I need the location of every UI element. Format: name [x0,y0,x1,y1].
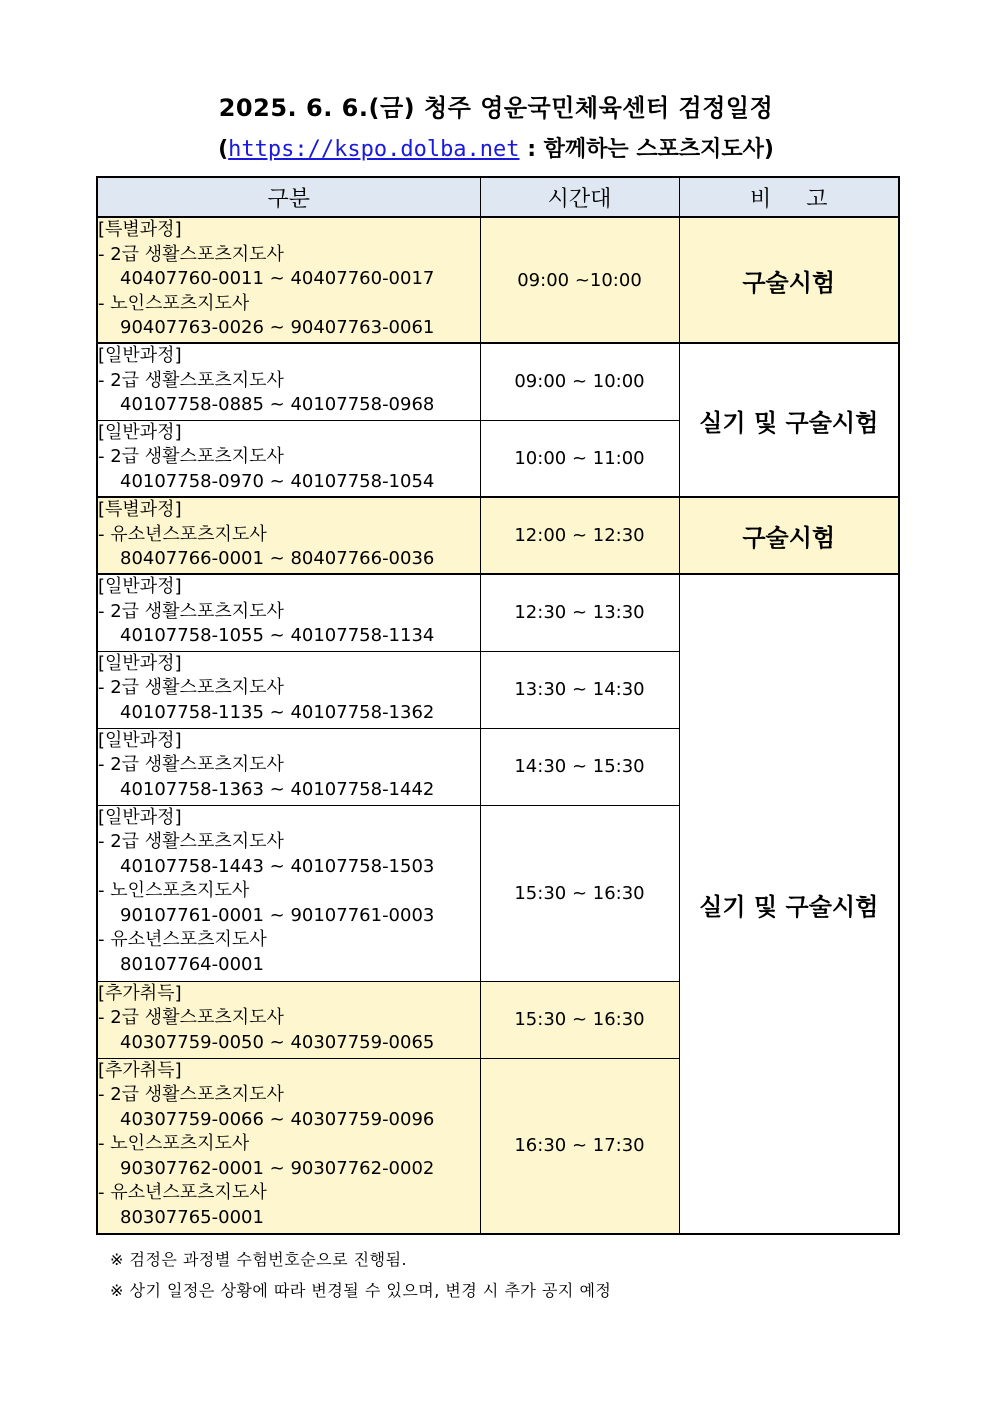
qualification-label: - 2급 생활스포츠지도사 [98,831,284,853]
exam-number-range: 40407760-0011 ~ 40407760-0017 [120,268,435,290]
qualification-label: - 2급 생활스포츠지도사 [98,600,284,622]
qualification-label: - 유소년스포츠지도사 [98,523,267,545]
exam-number-range: 80307765-0001 [120,1207,264,1229]
time-cell: 09:00 ~10:00 [480,217,679,343]
footnote-2: ※ 상기 일정은 상황에 따라 변경될 수 있으며, 변경 시 추가 공지 예정 [110,1281,612,1300]
qualification-label: - 2급 생활스포츠지도사 [98,369,284,391]
course-type-label: [특별과정] [98,219,182,240]
time-cell: 10:00 ~ 11:00 [480,420,679,497]
course-type-label: [일반과정] [98,806,182,828]
subtitle-rest: : 함께하는 스포츠지도사) [519,137,774,162]
exam-number-range: 40107758-1135 ~ 40107758-1362 [120,701,435,723]
course-type-label: [일반과정] [98,652,182,674]
course-type-label: [일반과정] [98,729,182,751]
qualification-label: - 2급 생활스포츠지도사 [98,1084,284,1106]
time-cell: 14:30 ~ 15:30 [480,728,679,805]
category-cell [97,981,480,1058]
course-type-label: [특별과정] [98,499,182,520]
header-category: 구분 [97,177,480,217]
category-cell [97,497,480,574]
course-type-label: [일반과정] [98,345,182,366]
table-row [97,574,899,651]
header-note: 비 고 [679,177,899,217]
qualification-label: - 노인스포츠지도사 [98,292,250,314]
header-time: 시간대 [480,177,679,217]
qualification-label: - 2급 생활스포츠지도사 [98,1007,284,1029]
exam-number-range: 40107758-1055 ~ 40107758-1134 [120,625,435,647]
table-row [97,343,899,420]
category-cell [97,728,480,805]
table-row [97,497,899,574]
schedule-table [96,176,900,1235]
qualification-label: - 유소년스포츠지도사 [98,1182,267,1204]
category-cell [97,420,480,497]
exam-number-range: 90107761-0001 ~ 90107761-0003 [120,904,435,926]
category-cell [97,805,480,981]
note-cell: 구술시험 [679,497,899,574]
time-cell: 15:30 ~ 16:30 [480,805,679,981]
time-cell: 12:00 ~ 12:30 [480,497,679,574]
course-type-label: [일반과정] [98,576,182,597]
exam-number-range: 90407763-0026 ~ 90407763-0061 [120,317,435,339]
note-cell: 실기 및 구술시험 [679,343,899,497]
qualification-label: - 노인스포츠지도사 [98,1133,250,1155]
page-subtitle [0,132,992,163]
exam-number-range: 40107758-1363 ~ 40107758-1442 [120,778,435,800]
exam-number-range: 80407766-0001 ~ 80407766-0036 [120,548,435,570]
qualification-label: - 2급 생활스포츠지도사 [98,754,284,776]
table-row [97,217,899,343]
table-header-row [97,177,899,217]
course-type-label: [일반과정] [98,421,182,443]
exam-number-range: 80107764-0001 [120,954,264,976]
exam-number-range: 40307759-0050 ~ 40307759-0065 [120,1031,435,1053]
category-cell [97,574,480,651]
time-cell: 09:00 ~ 10:00 [480,343,679,420]
exam-number-range: 40307759-0066 ~ 40307759-0096 [120,1108,435,1130]
exam-number-range: 40107758-0885 ~ 40107758-0968 [120,394,435,416]
qualification-label: - 2급 생활스포츠지도사 [98,243,284,265]
time-cell: 15:30 ~ 16:30 [480,981,679,1058]
qualification-label: - 유소년스포츠지도사 [98,929,267,951]
exam-number-range: 40107758-1443 ~ 40107758-1503 [120,855,435,877]
note-cell: 구술시험 [679,217,899,343]
time-cell: 12:30 ~ 13:30 [480,574,679,651]
time-cell: 16:30 ~ 17:30 [480,1058,679,1234]
category-cell [97,1058,480,1234]
category-cell [97,343,480,420]
page-title: 2025. 6. 6.(금) 청주 영운국민체육센터 검정일정 [218,94,774,122]
time-cell: 13:30 ~ 14:30 [480,651,679,728]
qualification-label: - 2급 생활스포츠지도사 [98,677,284,699]
exam-number-range: 90307762-0001 ~ 90307762-0002 [120,1157,435,1179]
kspo-link[interactable]: https://kspo.dolba.net [228,137,520,162]
course-type-label: [추가취득] [98,982,182,1004]
exam-number-range: 40107758-0970 ~ 40107758-1054 [120,470,435,492]
qualification-label: - 2급 생활스포츠지도사 [98,446,284,468]
footnote-1: ※ 검정은 과정별 수험번호순으로 진행됨. [110,1250,408,1269]
category-cell [97,217,480,343]
category-cell [97,651,480,728]
course-type-label: [추가취득] [98,1059,182,1081]
qualification-label: - 노인스포츠지도사 [98,880,250,902]
subtitle-open: ( [218,137,229,162]
note-cell: 실기 및 구술시험 [679,574,899,1234]
